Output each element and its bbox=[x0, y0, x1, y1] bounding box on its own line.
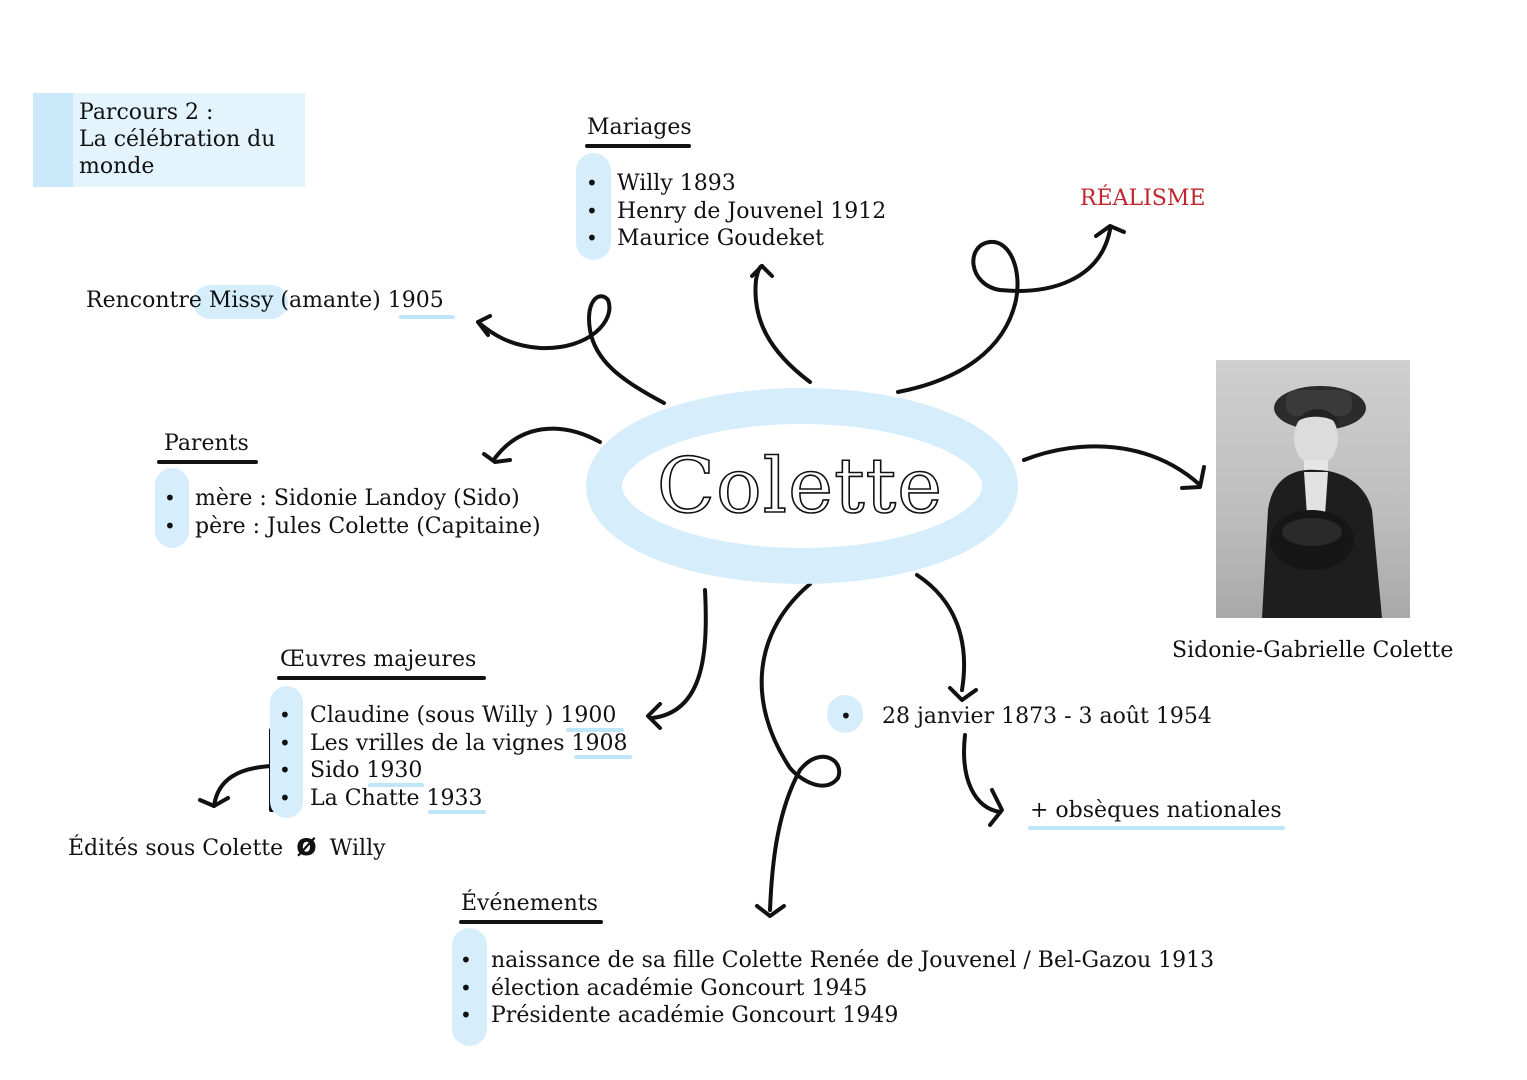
list-item: • père : Jules Colette (Capitaine) bbox=[160, 513, 541, 541]
missy-label: Rencontre Missy (amante) 1905 bbox=[86, 288, 444, 313]
list-item: • mère : Sidonie Landoy (Sido) bbox=[160, 485, 541, 513]
mariages-list bbox=[582, 170, 886, 253]
center-title: Colette bbox=[656, 441, 944, 530]
list-item: • Présidente académie Goncourt 1949 bbox=[456, 1002, 1214, 1030]
list-item: • Maurice Goudeket bbox=[582, 225, 886, 253]
oeuvres-header-underline bbox=[277, 676, 486, 680]
parents-header: Parents bbox=[164, 431, 249, 456]
portrait-figure bbox=[1216, 360, 1410, 618]
missy-year-underline bbox=[399, 315, 455, 319]
arrow-dates bbox=[917, 575, 964, 690]
arrow-evenements bbox=[762, 584, 840, 910]
oeuvres-header: Œuvres majeures bbox=[280, 647, 477, 672]
list-item: • La Chatte 1933 bbox=[275, 785, 628, 813]
obseques-underline bbox=[1028, 826, 1285, 830]
realisme-label: RÉALISME bbox=[1080, 186, 1206, 211]
arrow-obseques bbox=[964, 735, 1000, 812]
arrow-realisme bbox=[898, 230, 1110, 392]
parcours-title: Parcours 2 : La célébration du monde bbox=[79, 100, 276, 179]
oeuvres-list bbox=[275, 702, 628, 812]
arrowhead-mariages bbox=[752, 266, 772, 276]
parents-header-underline bbox=[157, 460, 258, 464]
list-item: • Sido 1930 bbox=[275, 757, 628, 785]
dates-label: 28 janvier 1873 - 3 août 1954 bbox=[882, 704, 1212, 729]
list-item: • Les vrilles de la vignes 1908 bbox=[275, 730, 628, 758]
arrow-portrait bbox=[1024, 446, 1200, 485]
arrow-missy bbox=[478, 296, 664, 403]
list-item: • élection académie Goncourt 1945 bbox=[456, 975, 1214, 1003]
list-item: • Claudine (sous Willy ) 1900 bbox=[275, 702, 628, 730]
mariages-header: Mariages bbox=[587, 115, 692, 140]
mariages-header-underline bbox=[585, 144, 691, 148]
portrait-image bbox=[1216, 360, 1410, 618]
list-item: • Henry de Jouvenel 1912 bbox=[582, 198, 886, 226]
oeuvres-note-before: Édités sous Colette bbox=[68, 836, 284, 861]
arrow-oeuvres bbox=[652, 590, 706, 718]
evenements-header-underline bbox=[459, 920, 603, 924]
dates-bullet: • bbox=[840, 704, 852, 728]
parcours-box-accent bbox=[33, 93, 73, 187]
parents-list bbox=[160, 485, 541, 540]
portrait-caption: Sidonie-Gabrielle Colette bbox=[1172, 638, 1454, 663]
list-item: • naissance de sa fille Colette Renée de Jouvenel / Bel-Gazou 1913 bbox=[456, 947, 1214, 975]
empty-set-symbol: ø bbox=[296, 828, 317, 863]
arrow-mariages bbox=[755, 266, 810, 382]
list-item: • Willy 1893 bbox=[582, 170, 886, 198]
evenements-header: Événements bbox=[461, 891, 598, 916]
arrowhead-obseques bbox=[990, 790, 1002, 825]
oeuvres-note bbox=[68, 828, 386, 863]
oeuvres-note-after: Willy bbox=[329, 836, 386, 861]
obseques-label: + obsèques nationales bbox=[1030, 798, 1282, 823]
evenements-list bbox=[456, 947, 1214, 1030]
